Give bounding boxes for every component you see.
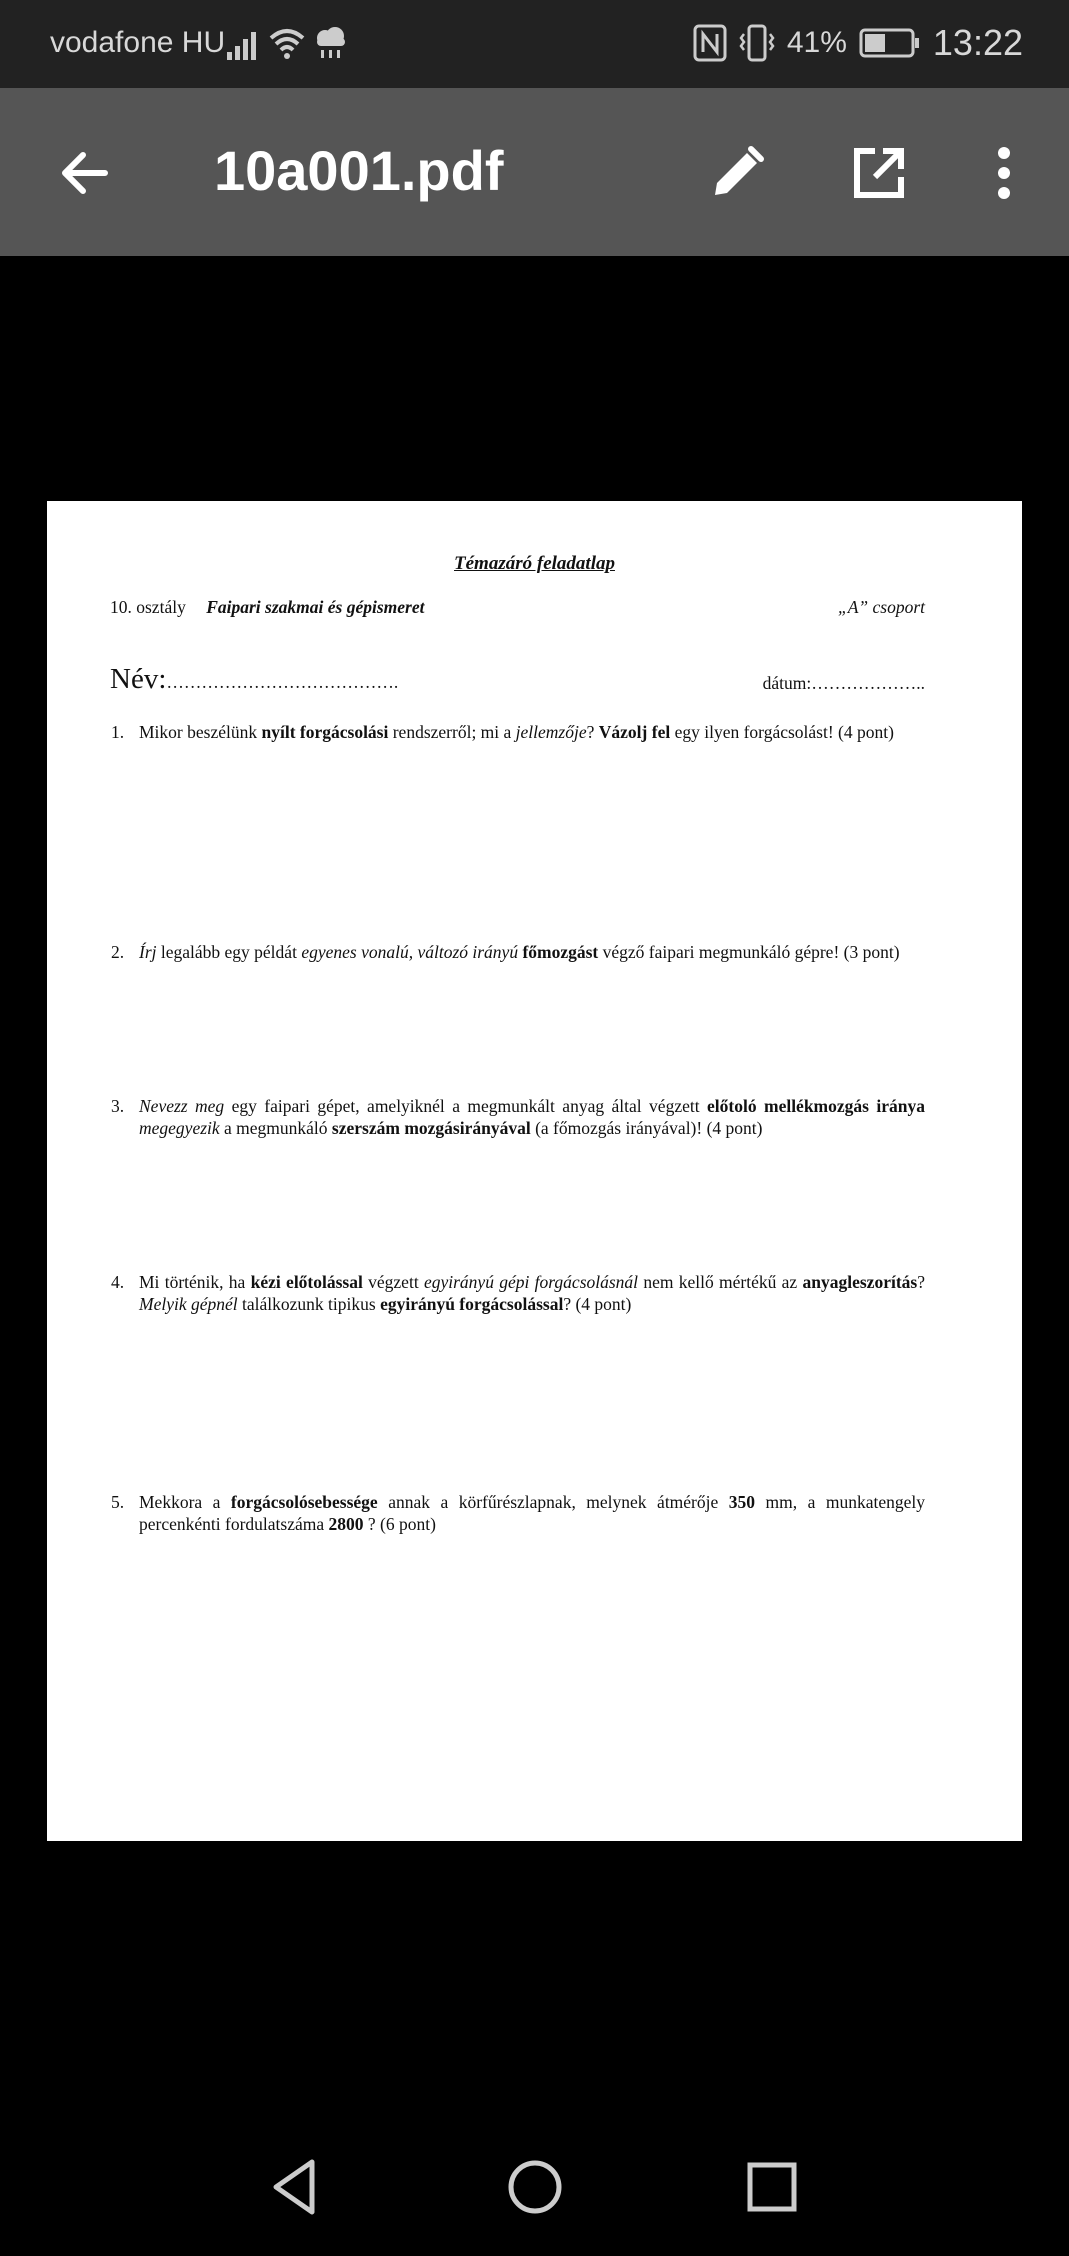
question-text-run: Mikor beszélünk [139, 722, 262, 742]
question-text-run: forgácsolósebessége [230, 1492, 378, 1512]
question-number: 2. [111, 942, 125, 962]
name-label: Név: [110, 663, 167, 695]
open-external-button[interactable] [844, 138, 914, 208]
date-label: dátum: [762, 673, 812, 693]
class-label: 10. osztály [110, 597, 186, 617]
question-text-run: főmozgást [522, 942, 599, 962]
question-text [139, 942, 900, 962]
name-date-row [110, 663, 925, 696]
question-text-run: rendszerről; mi a [388, 722, 516, 742]
question-text-run: Nevezz meg [139, 1096, 225, 1116]
status-bar [0, 0, 1069, 88]
question-2 [111, 941, 925, 963]
question-text-run: nem kellő mértékű az [638, 1272, 803, 1292]
question-text-run: előtoló mellékmozgás iránya [707, 1096, 925, 1116]
question-text [139, 1492, 925, 1534]
nav-back-icon[interactable] [260, 2152, 330, 2222]
status-right [693, 22, 1023, 64]
question-text-run: Melyik gépnél [139, 1294, 238, 1314]
question-text-run: Mi történik, ha [139, 1272, 251, 1292]
question-text-run: egy ilyen forgácsolást! (4 pont) [670, 722, 894, 742]
question-text-run: találkozunk tipikus [237, 1294, 381, 1314]
question-text-run: kézi előtolással [250, 1272, 363, 1292]
question-text-run: annak a körfűrészlapnak, melynek átmérője [377, 1492, 729, 1512]
question-number: 1. [111, 722, 125, 742]
question-text-run: jellemzője [515, 722, 587, 742]
status-left-icons [225, 22, 365, 74]
question-4 [111, 1271, 925, 1315]
more-options-button[interactable] [969, 138, 1039, 208]
clock: 13:22 [932, 22, 1023, 63]
battery-percent: 41% [786, 26, 847, 59]
question-text-run: szerszám mozgásirányával [331, 1118, 531, 1138]
question-text-run: Mekkora a [139, 1492, 231, 1512]
question-text-run: ? (4 pont) [563, 1294, 632, 1314]
document-heading: Témazáró feladatlap [454, 553, 615, 574]
question-number: 4. [111, 1272, 125, 1292]
question-text [139, 1272, 925, 1314]
question-text-run: megegyezik [139, 1118, 220, 1138]
nav-recents-icon[interactable] [737, 2152, 807, 2222]
edit-button[interactable] [702, 138, 772, 208]
question-text-run: egyenes vonalú, változó irányú [301, 942, 519, 962]
date-field [763, 673, 925, 694]
group-label: „A” csoport [837, 597, 925, 617]
wifi-icon [271, 31, 303, 50]
edit-pencil-icon [707, 143, 767, 203]
question-text-run: ? [917, 1272, 925, 1292]
question-text-run: mm, a munkatengely percenkénti fordulatszáma [139, 1492, 925, 1534]
question-text-run: egyirányú gépi forgácsolásnál [423, 1272, 639, 1292]
question-text-run: végzett [362, 1272, 424, 1292]
pdf-viewer[interactable] [0, 256, 1069, 2116]
signal-icon [225, 22, 365, 66]
battery-icon [859, 27, 921, 59]
subject-label: Faipari szakmai és gépismeret [206, 597, 425, 617]
question-number: 5. [111, 1492, 125, 1512]
date-blank: ……………….. [811, 673, 925, 693]
question-text-run: ? [586, 722, 599, 742]
question-text-run: (a főmozgás irányával)! (4 pont) [530, 1118, 763, 1138]
question-number: 3. [111, 1096, 125, 1116]
question-text-run: a megmunkáló [219, 1118, 332, 1138]
question-text-run: végző faipari megmunkáló gépre! (3 pont) [598, 942, 900, 962]
open-external-icon [849, 143, 909, 203]
document-title: 10a001.pdf [214, 139, 504, 202]
more-vert-icon [989, 143, 1019, 203]
nav-home-icon[interactable] [500, 2152, 570, 2222]
question-3 [111, 1095, 925, 1139]
question-text-run: Írj [139, 942, 157, 962]
class-subject-row [110, 597, 925, 618]
weather-icon [317, 27, 345, 58]
question-text [139, 1096, 925, 1138]
question-text-run: ? (6 pont) [363, 1514, 436, 1534]
back-button[interactable] [48, 138, 118, 208]
question-text-run: egy faipari gépet, amelyiknél a megmunkált anyag által végzett [224, 1096, 707, 1116]
back-arrow-icon [55, 145, 111, 201]
question-5 [111, 1491, 925, 1535]
question-text-run: anyagleszorítás [802, 1272, 918, 1292]
question-text-run: egyirányú forgácsolással [380, 1294, 564, 1314]
vibrate-icon [739, 24, 775, 62]
pdf-page[interactable] [47, 501, 1022, 1841]
question-text-run: 350 [728, 1492, 756, 1512]
question-text-run: Vázolj fel [598, 722, 671, 742]
question-1 [111, 721, 925, 743]
question-text [139, 722, 894, 742]
app-toolbar [0, 88, 1069, 256]
question-text-run: nyílt forgácsolási [261, 722, 389, 742]
name-blank: …………………………………. [166, 672, 399, 692]
carrier-name: vodafone HU [50, 26, 226, 59]
question-text-run: legalább egy példát [156, 942, 302, 962]
system-nav-bar [0, 2116, 1069, 2256]
question-text-run: 2800 [328, 1514, 364, 1534]
nfc-icon [693, 24, 727, 62]
